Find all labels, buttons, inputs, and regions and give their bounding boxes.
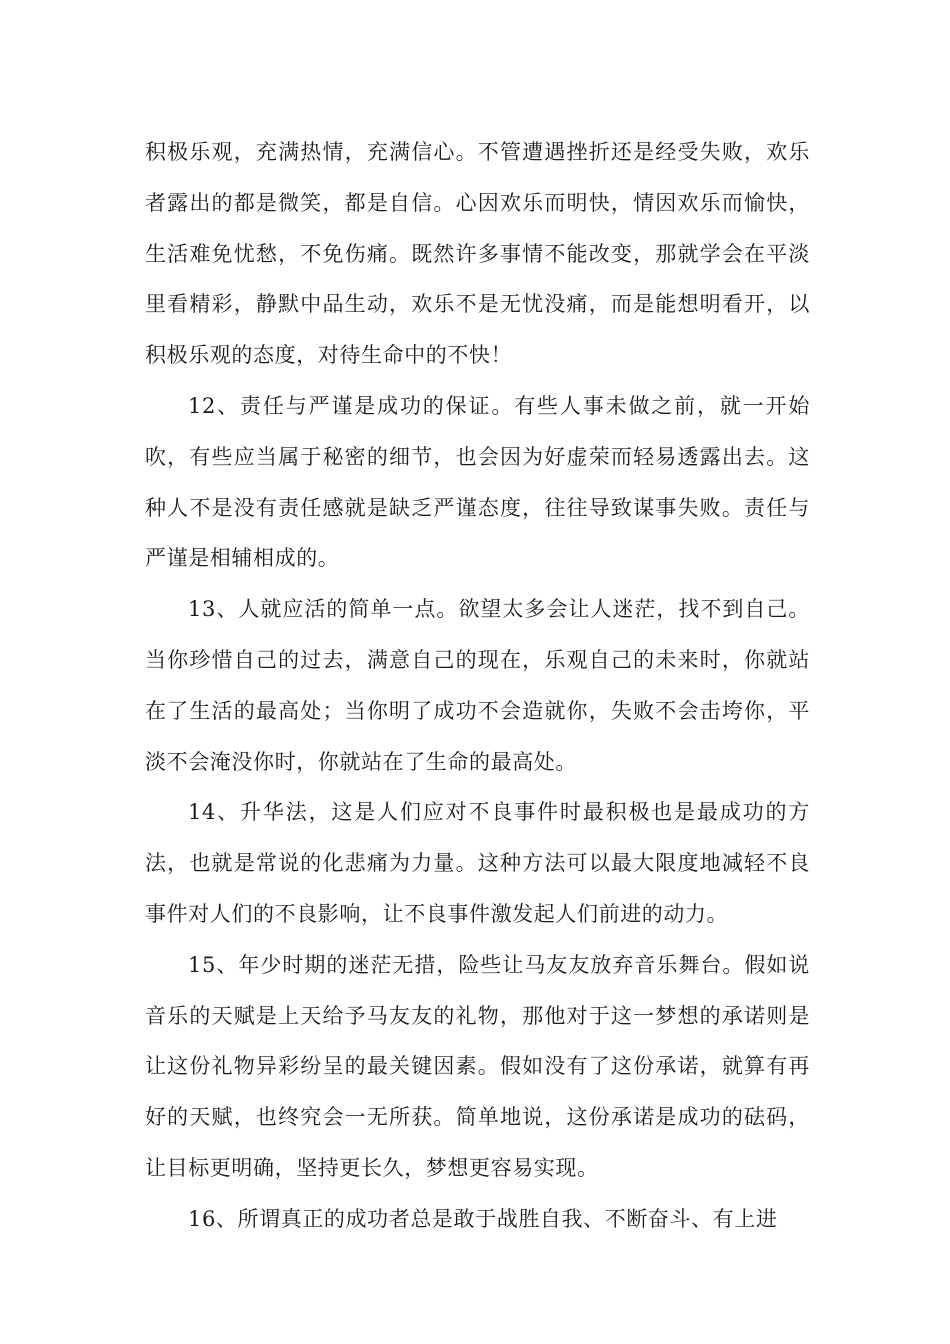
paragraph-13: 13、人就应活的简单一点。欲望太多会让人迷茫，找不到自己。当你珍惜自己的过去，满意自己的现在，乐观自己的未来时，你就站在了生活的最高处；当你明了成功不会造就你，失败不会击垮你，平淡不会淹没你时，你就站在了生命的最高处。 [145, 597, 810, 774]
document-body [145, 127, 810, 1245]
paragraph-14: 14、升华法，这是人们应对不良事件时最积极也是最成功的方法，也就是常说的化悲痛为力量。这种方法可以最大限度地减轻不良事件对人们的不良影响，让不良事件激发起人们前进的动力。 [145, 800, 810, 926]
paragraph-15: 15、年少时期的迷茫无措，险些让马友友放弃音乐舞台。假如说音乐的天赋是上天给予马友友的礼物，那他对于这一梦想的承诺则是让这份礼物异彩纷呈的最关键因素。假如没有了这份承诺，就算有再好的天赋，也终究会一无所获。简单地说，这份承诺是成功的砝码，让目标更明确，坚持更长久，梦想更容易实现。 [145, 952, 810, 1180]
paragraph-11-continued: 积极乐观，充满热情，充满信心。不管遭遇挫折还是经受失败，欢乐者露出的都是微笑，都是自信。心因欢乐而明快，情因欢乐而愉快，生活难免忧愁，不免伤痛。既然许多事情不能改变，那就学会在平淡里看精彩，静默中品生动，欢乐不是无忧没痛，而是能想明看开，以积极乐观的态度，对待生命中的不快！ [145, 140, 810, 368]
paragraph-16: 16、所谓真正的成功者总是敢于战胜自我、不断奋斗、有上进 [188, 1206, 778, 1231]
paragraph-12: 12、责任与严谨是成功的保证。有些人事未做之前，就一开始吹，有些应当属于秘密的细节，也会因为好虚荣而轻易透露出去。这种人不是没有责任感就是缺乏严谨态度，往往导致谋事失败。责任与严谨是相辅相成的。 [145, 393, 810, 571]
